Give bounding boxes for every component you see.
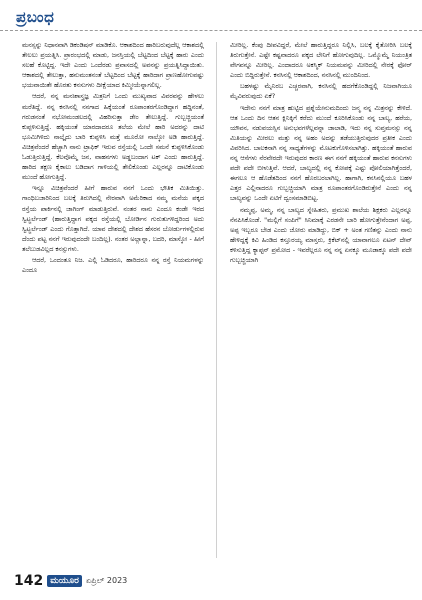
article-column-right [230,40,412,562]
magazine-logo: ಮಯೂರ [47,575,82,587]
column-divider [216,42,217,558]
page-footer [14,572,127,590]
paragraph: ಮನಸ್ಸನ್ನು ನಿಧಾನವಾಗಿ ಡಿಕಂಡಿಷನ್ ಮಾಡಿಕೊ. ಆಕಾಶದಿಂದ ಹಾರಿಬರುವುದೆಲ್ಲ ಆಕಾಶದಲ್ಲಿ ತೇಲಲು ಪ್ರಯತ್ನಿಸಿ. ಪ್ರಾರಂಭದಲ್ಲಿ ಮಾಡು, ಜನಸ್ತಿಯಲ್ಲಿ ಬೆಟ್ಟದಿಂದ ಬೆಟ್ಟಕ್ಕೆ ಹಾರು ಎಂದು ಸಲಹೆ ಕೊಟ್ಟಿದ್ದ. ಇದೇ ಎಂದು ಒಂದೆರಡು ಪ್ರವಾಸದಲ್ಲಿ ಅವನನ್ನು ಪ್ರಯತ್ನಿಸಿದ್ದಾಯಿತು. ಆಕಾಶದಲ್ಲಿ ತೇಲುತ್ತಾ, ಹನುಮಂತನಂತೆ ಬೆಟ್ಟದಿಂದ ಬೆಟ್ಟಕ್ಕೆ ಹಾರಿದಾಗ ಪ್ರಾಣಹೋಗುವಷ್ಟು ಭಯವಾಯಿತೇ ಹೊರತು ಕನಸುಗಳು ದೀಕ್ಷೆಯಾದ ಕಿಮ್ಮೀಯೆನ್ನಾಗಲಿಲ್ಲ. [22,41,204,90]
issue-date: ಏಪ್ರಿಲ್ 2023 [85,576,128,585]
page-number: 142 [14,573,44,589]
section-title: ಪ್ರಬಂಧ [16,8,55,26]
article-column-left [22,40,204,562]
paragraph: ಇನ್ನೂ ವಿಚಿತ್ರವೆಂದರೆ ಹೀಗೆ ಹಾರುವ ನನಗೆ ಒಂದು ಭೌತಿಕ ಮಿತಿಯಿತ್ತು. ಗಾಂಧಿಬಜಾರಿನಿಂದ ಬಲಕ್ಕೆ ತಿರುಗಿದಲ್ಲಿ ನೇರವಾಗಿ ಅಮೆರಿಕಾದ ನಮ್ಮ ಮನೆಯ ಪಕ್ಕದ ರಸ್ತೆಯ ಪಾರ್ಕಿನಲ್ಲಿ ಜಾಗಿಂಗ್ ಮಾಡುತ್ತಿರುವೆ. ನಂತರ ನಾನು ಎಂದೂ ಕಂಡೇ ಇರದ ಸ್ವಿಟ್ಜರ್ಲೆಂಡ್ (ಹಾರುತ್ತಿದ್ದಾಗ ಪಕ್ಕದ ರಸ್ತೆಯಲ್ಲಿ ಬೋರ್ಡಿನ ಗುರುತುಗಳಿದ್ದರಿಂದ ಅದು ಸ್ವಿಟ್ಜರ್ಲೆಂಡ್ ಎಂದು ಗೊತ್ತಾಗಿದೆ. ಯಾವ ದೇಶದಲ್ಲಿ ದೇಶದ ಹೆಸರನ ಬೋರ್ಡುಗಳಲ್ಲಿರುವ ದೆಂದು ಪಟ್ಟ ನನಗೆ ಇರುವುದಂದೇ ಬಂದಿಲ್ಲ). ನಂತರ ಅಲ್ಲಾನ್ನಾ, ಬದರಿ, ಮಾಸ್ಕೋ - ಹೀಗೆ ತಲೆಬುಡವಿಲ್ಲದ ಕನಸ್ಸುಗಳು. [22,184,204,253]
paragraph: ನಮ್ಮಪ್ಪ, ಅಮ್ಮ, ನನ್ನ ಬಾಲ್ಯದ ಸ್ನೇಹಿತರು, ಪ್ರಮುಖ ಶಾಲೆಯ ಶಿಕ್ಷಕರು ಎಲ್ಲರನ್ನೂ ನೆನಪಿಸಿಕೊಂಡೆ. "ಮಲ್ಲಿಗೆ ಸಂಪಿಗೆ" ಸಿನಿಮಾಕ್ಕೆ ಎರಡನೇ ಬಾರಿ ಹೋಗುತ್ತೇನೆಂದಾಗ ಅಪ್ಪ, ಅಪ್ಪ ಇಬ್ಬರೂ ಬೇಡ ಎಂದು ಜೋರು ಮಾಡಿದ್ದು, ಬಿಕ್ + ಅಂತ ಗಣಿತನ್ನು ಎಂದು ನಾನು ಹೇಳಿದ್ದಕ್ಕೆ ಕಿವಿ ಹಿಂಡಿದ ಕಸ್ತೂರಯ್ಯ ಮಾಸ್ತರು, ಕ್ರಿಕೆಟ್‌ನಲ್ಲಿ ಯಾವಾಗಲೂ ಏಟನ್ ದೇವ್ ಕಳಿಸುತ್ತಿದ್ದ ಕ್ಯಾಪ್ಟನ್ ಪ್ರಮೋದ - ಇವರೆಲ್ಲರೂ ನನ್ನ ನನ್ನ ಏನಕ್ಕೂ ಮೂಡಾಕ್ಕೂ ಪದೇ ಪದೇ ಗುಬ್ಬಚ್ಚಿಯಾಗಿ [230,205,412,264]
paragraph: ಇದೇನು ನನಗೆ ಮಾತ್ರ ಹುಟ್ಟಿದ ಪ್ರಶ್ನೆಯೇನುಮದಿಂದು ಜನ್ಮ ನನ್ನ ಮಿತ್ರನನ್ನು ಕೇಳಿದೆ. ಆತ ಒಂದು ದಿನ ಆತನ ಕ್ಲಿನಿಕ್ಕಿಗೆ ಕರೆದು ಮುಂದೆ ಕೂರಿಸಿಕೊಂಡು ನನ್ನ ಬಾಲ್ಯ, ಹರೆಯ, ಯೌವನ, ನಡುವಯಸ್ಸಿನ ಅನುಭವಗಳೆಲ್ಲವನ್ನಾ ಜಾಲಾಡಿ, ಇದು ನನ್ನ ಸುಪ್ತಮನಸ್ಸು ನನ್ನ ಮಿತಿಯನ್ನು ಮೀರಲು ಮತ್ತು ನನ್ನ ಅಹಂ ಅದನ್ನು ತಡೆಯುತ್ತಿರುವುದರ ಪ್ರತೀಕ ಎಂದು ವಿವರಿಸಿದ. ಬಾಲಕನಾಗಿ ನನ್ನ ಸಾಧ್ಯತೆಗಳನ್ನು ಮೊಟಕುಗೊಳಿಸಲಾಗಿತ್ತು. ಹಕ್ಕಿಯಂತೆ ಹಾರುವ ನನ್ನ ಆಸೆಗಳು ನೆರವೇರದೇ ಇರುವುದರ ಕಾರಣ ಈಗ ನನಗೆ ಹಕ್ಕಿಯಂತೆ ಹಾರುವ ಕನಸುಗಳು ಪದೇ ಪದೇ ಬೀಳುತ್ತಿವೆ. ಆದರೆ, ಬಾಲ್ಯದಲ್ಲಿ ನನ್ನ ಕೋಪಕ್ಕೆ ಎಷ್ಟು ಪೋಲಿಯಾಗಿತ್ತೆಂದರೆ, ಈಗಲೂ ಆ ಹೊಡೆತದಿಂದ ನನಗೆ ಹೊರಬರಲಾಗಿಲ್ಲ. ಹಾಗಾಗಿ, ಕನಸಿನಲ್ಲಿಯೂ ಬಹಳ ಎತ್ತರ ಎಲ್ಲಿನಾದರೂ ಗುಬ್ಬಚ್ಚಿಯಾಗಿ ಮಾತ್ರ ರೂಪಾಂತರಗೊಂಡಿರುತ್ತೇನೆ ಎಂದು ನನ್ನ ಬಾಲ್ಯವನ್ನು ಒಂದೇ ಏಟಿಗೆ ದ್ವಂಸಮಾಡಿಬಿಟ್ಟ. [230,103,412,203]
header-divider [0,30,422,31]
page-header [0,0,422,44]
paragraph: ಮೀರಿಲ್ಲ. ಕೆಂಪು ದೀಪವಿದ್ದರೆ, ಮೇಲೆ ಹಾರುತ್ತಿದ್ದರೂ ನಿಲ್ಲಿಸಿ, ಬಲಕ್ಕೆ ಕೈತೋರಿಸಿ ಬಲಕ್ಕೆ ತಿರುಗುತ್ತೇನೆ. ಎಷ್ಟೇ ಕಷ್ಟವಾದರೂ ಪಕ್ಕದ ಲೇನಿಗೆ ಹೋಗುವುದಿಲ್ಲ. ಒಮ್ಮೊಮ್ಮೆ ನಿಯಂತ್ರಿತ ವೇಗವನ್ನೂ ಮೀರಿಲ್ಲ. ಎಂದಾದರೂ ಅಕಸ್ಮಿಕ್ ನಿಯಮವನ್ನು ಮೀರಿದಲ್ಲಿ ನೇರಕ್ಕೆ ಫೋರ್ ಎಂದು ಬಿದ್ದಿರುತ್ತೇನೆ. ಕನಸಿನಲ್ಲಿ ಆಕಾಶದಿಂದ, ನನಸಿನಲ್ಲಿ ಮುಂದಿನಿಂದ. [230,41,412,80]
paragraph: ಆದರೆ, ಒಂದಂತೂ ನಿಜ. ಎಲ್ಲಿ ಓಡಿದರೂ, ಹಾರಿದರೂ ನನ್ನ ರಸ್ತೆ ನಿಯಮಗಳನ್ನು ಎಂದೂ [22,255,204,275]
paragraph: ಆದರೆ, ನನ್ನ ಮನಃಶಾಸ್ತ್ರಜ್ಞ ಮಿತ್ರನಿಗೆ ಒಂದು ಮುಖ್ಯವಾದ ವಿವರವನ್ನು ಹೇಳಲು ಮರೆತಿದ್ದೆ. ನನ್ನ ಕನಸಿನಲ್ಲಿ ನನಗಾದ ಹಿಕ್ಕೆಯಂತೆ ರೂಪಾಂತರಗೊಂಡಿದ್ದಾಗ ಹದ್ದಿನಂತೆ, ಗರುಡನಂತೆ ನಭೋಮಂಡಲದಲ್ಲಿ ವಿಹರಿಸುತ್ತಾ ಡೇಂ ತೇಲುತ್ತಿದ್ದೆ. ಗುಬ್ಬಚ್ಚಿಯಂತೆ ಕುಪ್ಪಳಿಸುತ್ತಿದ್ದೆ. ಹಕ್ಕಿಯಂತೆ ಯಾರದಾದರೂ ತಲೆಯ ಮೇಲೆ ಹಾರಿ ಅದರನ್ನು ದಾಟಿ ಭೂಮಿಗಿಳಿದು ನಾಲ್ಕೈದು ಬಾರಿ ಕುಪ್ಪಳಿಸಿ ಮತ್ತೆ ಮೂರೋ ನಾಲ್ಕೋ ಅಡಿ ಹಾರುತ್ತಿದ್ದೆ. ವಿಚಿತ್ರವೆಂದರೆ ಹೆಚ್ಚಾಗಿ ನಾನು ಟ್ರಾಫಿಕ್ ಇರುವ ರಸ್ತೆಯಲ್ಲಿ ಒಂದೇ ಸಮನೆ ಕುಪ್ಪಳಿಸಿಕೊಂಡು ಓಡುತ್ತಿರುತ್ತಿದ್ದೆ. ಕೆಲವೊಮ್ಮೆ ಜನ, ವಾಹನಗಳು ಅಡ್ಡಬಂದಾಗ ಟಕ್ ಎಂದು ಹಾರುತ್ತಿದ್ದೆ. ಹಾರಿದ ತಕ್ಷಣ ಕೈಕಾಲು ಬಡಿದಾಗ ಗಾಳಿಯಲ್ಲಿ ತೇಲಿಕೊಂಡು ಎಲ್ಲರನ್ನೂ ದಾಟಿಕೊಂಡು ಮುಂದೆ ಹೋಗುತ್ತಿದ್ದೆ. [22,92,204,182]
paragraph: ಬಹಳಷ್ಟು ಮೈನಿರಬ ಎಚ್ಚರವಾಗಿ, ಕನಸಿನಲ್ಲಿ ಹದಗೆಕೊಂಡಿದ್ದಲ್ಲಿ ನಿಜವಾಗಿಯೂ ಮೈವಿವರುವುದು ಏಕೆ? [230,82,412,101]
article-body [22,40,412,562]
